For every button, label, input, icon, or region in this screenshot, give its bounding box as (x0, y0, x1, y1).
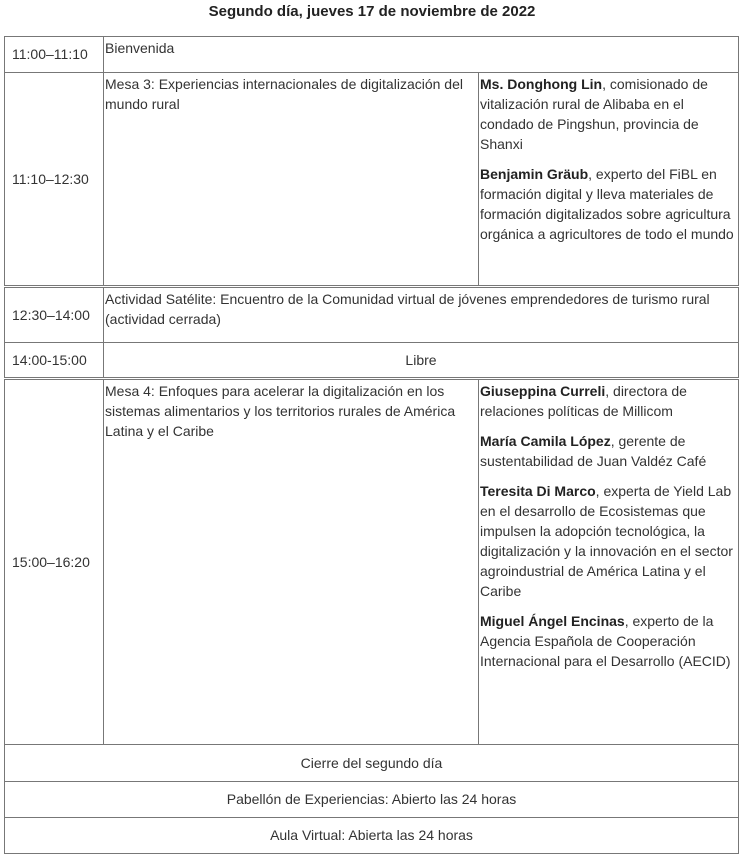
topic-cell: Actividad Satélite: Encuentro de la Comunidad virtual de jóvenes emprendedores de turismo rural (actividad cerrada) (104, 287, 739, 343)
virtual-classroom-cell: Aula Virtual: Abierta las 24 horas (5, 818, 739, 854)
speaker (480, 481, 737, 601)
speaker-name: Benjamin Gräub (480, 166, 589, 182)
speaker-name: Ms. Donghong Lin (480, 76, 603, 92)
speaker-desc: , comisionado de vitalización rural de Alibaba en el condado de Pingshun, provincia de Shanxi (480, 76, 708, 152)
speaker (480, 164, 737, 244)
time-cell: 12:30–14:00 (5, 287, 104, 343)
speaker-name: Miguel Ángel Encinas (480, 613, 625, 629)
topic-cell: Libre (104, 343, 739, 379)
speaker (480, 431, 737, 471)
speakers-cell (479, 73, 739, 287)
speaker (480, 611, 737, 671)
speaker-name: María Camila López (480, 433, 611, 449)
table-row (5, 745, 739, 782)
speaker-desc: , experto del FiBL en formación digital y lleva materiales de formación digitalizados sobre agricultura orgánica a agricultores de todo el mundo (480, 166, 734, 242)
table-row (5, 379, 739, 745)
topic-cell: Mesa 3: Experiencias internacionales de digitalización del mundo rural (104, 73, 479, 287)
speaker-desc: , directora de relaciones políticas de Millicom (480, 383, 687, 419)
table-row (5, 73, 739, 287)
speaker-desc: , gerente de sustentabilidad de Juan Valdéz Café (480, 433, 707, 469)
topic-cell: Bienvenida (104, 37, 739, 73)
table-row (5, 287, 739, 343)
speaker-desc: , experto de la Agencia Española de Cooperación Internacional para el Desarrollo (AECID) (480, 613, 731, 669)
closing-cell: Cierre del segundo día (5, 745, 739, 782)
speaker (480, 74, 737, 154)
time-cell: 11:10–12:30 (5, 73, 104, 287)
page-title: Segundo día, jueves 17 de noviembre de 2022 (208, 3, 536, 20)
time-cell: 15:00–16:20 (5, 379, 104, 745)
speaker-desc: , experta de Yield Lab en el desarrollo de Ecosistemas que impulsen la adopción tecnológica, la digitalización y la innovación en el sector agroindustrial de América Latina y el Caribe (480, 483, 733, 599)
pavilion-cell: Pabellón de Experiencias: Abierto las 24 horas (5, 782, 739, 818)
speakers-cell (479, 379, 739, 745)
agenda-table (4, 36, 739, 854)
topic-cell: Mesa 4: Enfoques para acelerar la digitalización en los sistemas alimentarios y los territorios rurales de América Latina y el Caribe (104, 379, 479, 745)
table-row (5, 37, 739, 73)
speaker-name: Teresita Di Marco (480, 483, 596, 499)
speaker (480, 381, 737, 421)
time-cell: 14:00-15:00 (5, 343, 104, 379)
table-row (5, 343, 739, 379)
speaker-name: Giuseppina Curreli (480, 383, 606, 399)
table-row (5, 818, 739, 854)
time-cell: 11:00–11:10 (5, 37, 104, 73)
table-row (5, 782, 739, 818)
